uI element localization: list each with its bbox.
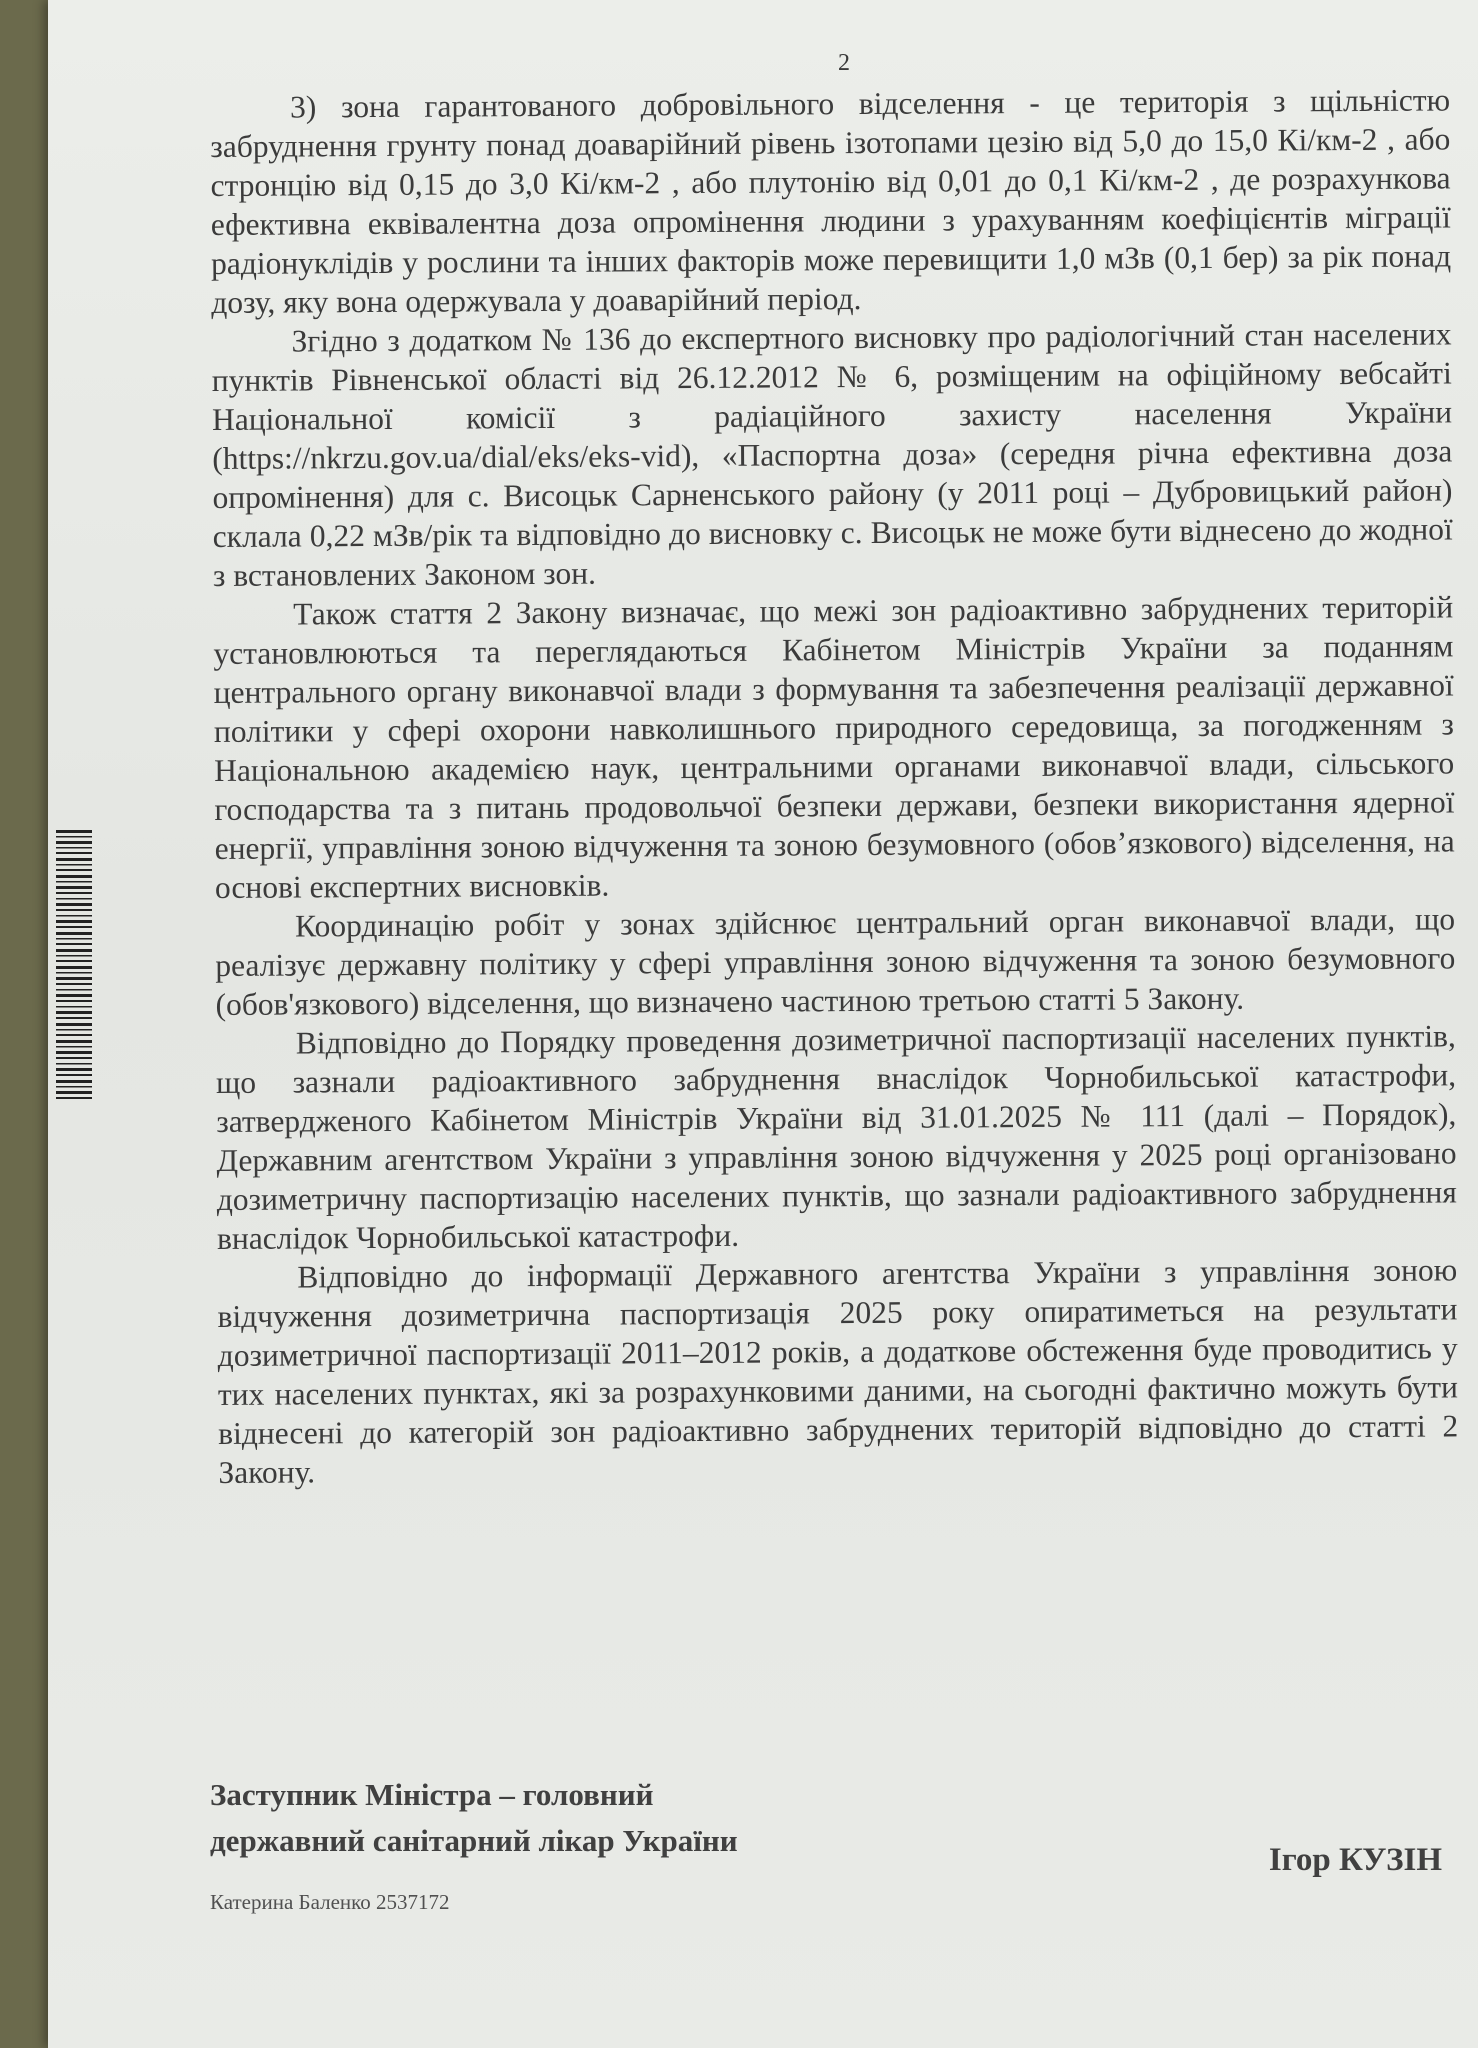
paragraph-zone-definition: 3) зона гарантованого добровільного відселення - це територія з щільністю забруднення грунту понад доаварійний рівень ізотопами цезію від 5,0 до 15,0 Кі/км-2 , або стронцію від 0,15 до 3,0 Кі/км-2 , або плутонію від 0,01 до 0,1 Кі/км-2 , де розрахункова ефективна еквівалентна доза опромінення людини з урахуванням коефіцієнтів міграції радіонуклідів у рослини та інших факторів може перевищити 1,0 мЗв (0,1 бер) за рік понад дозу, яку вона одержувала у доаварійний період. (210, 82, 1452, 320)
paragraph-coordination: Координацію робіт у зонах здійснює центральний орган виконавчої влади, що реалізує державну політику у сфері управління зоною відчуження та зоною безумовного (обов'язкового) відселення, що визначено частиною третьою статті 5 Закону. (215, 901, 1456, 1022)
signer-position-line2: державний санітарний лікар України (210, 1823, 738, 1858)
executor-note: Катерина Баленко 2537172 (210, 1890, 450, 1914)
barcode-icon (48, 820, 108, 1110)
paragraph-expert-conclusion: Згідно з додатком № 136 до експертного висновку про радіологічний стан населених пунктів Рівненської області від 26.12.2012 № 6, розміщеним на офіційному вебсайті Національної комісії з радіаційного захисту населення України (https://nkrzu.gov.ua/dial/eks/eks-vid), «Паспортна доза» (середня річна ефективна доза опромінення) для с. Висоцьк Сарненського району (у 2011 році – Дубровицький район) склала 0,22 мЗв/рік та відповідно до висновку с. Висоцьк не може бути віднесено до жодної з встановлених Законом зон. (211, 316, 1453, 593)
signature-block (210, 1772, 1450, 1864)
signer-name: Ігор КУЗІН (1268, 1842, 1442, 1878)
body-text (210, 80, 1459, 1492)
paragraph-passportization-order: Відповідно до Порядку проведення дозиметричної паспортизації населених пунктів, що зазнали радіоактивного забруднення внаслідок Чорнобильської катастрофи, затвердженого Кабінетом Міністрів України від 31.01.2025 № 111 (далі – Порядок), Державним агентством України з управління зоною відчуження у 2025 році організовано дозиметричну паспортизацію населених пунктів, що зазнали радіоактивного забруднення внаслідок Чорнобильської катастрофи. (215, 1018, 1457, 1256)
page-number: 2 (838, 50, 850, 76)
signer-position-line1: Заступник Міністра – головний (210, 1777, 654, 1812)
document-page (48, 0, 1478, 2048)
paragraph-zone-boundaries: Також стаття 2 Закону визначає, що межі зон радіоактивно забруднених територій установлюються та переглядаються Кабінетом Міністрів України за поданням центрального органу виконавчої влади з формування та забезпечення реалізації державної політики у сфері охорони навколишнього природного середовища, за погодженням з Національною академією наук, центральними органами виконавчої влади, сільського господарства та з питань продовольчої безпеки держави, безпеки використання ядерної енергії, управління зоною відчуження та зоною безумовного (обов’язкового) відселення, на основі експертних висновків. (213, 589, 1455, 905)
paragraph-agency-information: Відповідно до інформації Державного агентства України з управління зоною відчуження дозиметрична паспортизація 2025 року опиратиметься на результати дозиметричної паспортизації 2011–2012 років, а додаткове обстеження буде проводитись у тих населених пунктах, які за розрахунковими даними, на сьогодні фактично можуть бути віднесені до категорій зон радіоактивно забруднених територій відповідно до статті 2 Закону. (217, 1252, 1459, 1490)
